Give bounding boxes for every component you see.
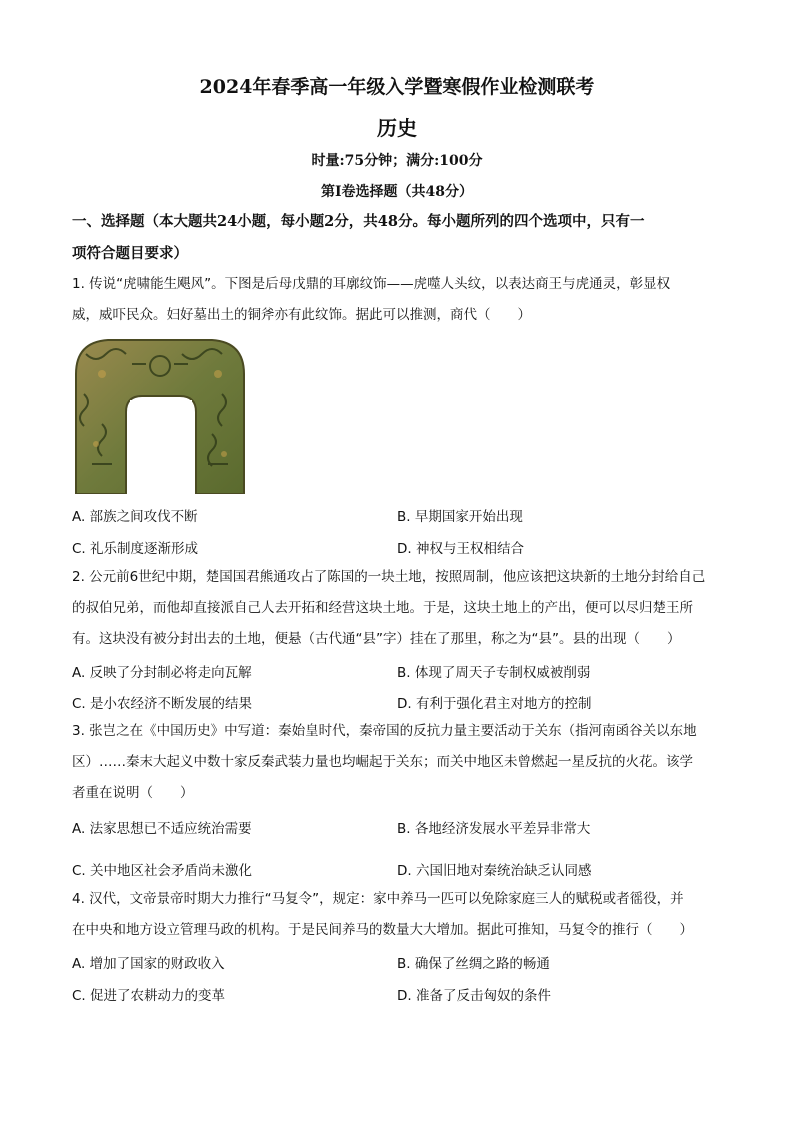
option-b[interactable]: B. 体现了周天子专制权威被削弱 [397, 665, 591, 681]
section-heading-line1: 一、选择题（本大题共24小题，每小题2分，共48分。每小题所列的四个选项中，只有一 [72, 213, 645, 230]
option-a[interactable]: A. 法家思想已不适应统治需要 [72, 821, 252, 837]
question-text-line: 的叔伯兄弟，而他却直接派自己人去开拓和经营这块土地。于是，这块土地上的产出，便可以尽归楚王所 [72, 600, 693, 616]
question-1-stem [72, 269, 732, 331]
question-text-line: 者重在说明（ ） [72, 785, 194, 801]
option-d[interactable]: D. 有利于强化君主对地方的控制 [397, 696, 592, 712]
option-d[interactable]: D. 六国旧地对秦统治缺乏认同感 [397, 863, 592, 879]
bronze-artifact-image [72, 334, 248, 494]
option-a[interactable]: A. 部族之间攻伐不断 [72, 509, 198, 525]
option-b[interactable]: B. 早期国家开始出现 [397, 509, 523, 525]
time-score: 时量:75分钟；满分:100分 [311, 153, 483, 169]
subject-title: 历史 [377, 116, 417, 140]
option-d[interactable]: D. 神权与王权相结合 [397, 541, 524, 557]
question-text-line: 区）……秦末大起义中数十家反秦武装力量也均崛起于关东；而关中地区未曾燃起一星反抗的火花。该学 [72, 754, 693, 770]
option-b[interactable]: B. 各地经济发展水平差异非常大 [397, 821, 591, 837]
question-text-line: 3. 张岂之在《中国历史》中写道：秦始皇时代，秦帝国的反抗力量主要活动于关东（指河南函谷关以东地 [72, 723, 697, 739]
question-text-line: 威，威吓民众。妇好墓出土的铜斧亦有此纹饰。据此可以推测，商代（ ） [72, 307, 531, 323]
option-d[interactable]: D. 准备了反击匈奴的条件 [397, 988, 551, 1004]
question-3-stem [72, 716, 732, 809]
volume-title: 第Ⅰ卷选择题（共48分） [320, 184, 474, 200]
option-c[interactable]: C. 礼乐制度逐渐形成 [72, 541, 199, 557]
exam-title: 2024年春季高一年级入学暨寒假作业检测联考 [199, 76, 595, 98]
option-a[interactable]: A. 反映了分封制必将走向瓦解 [72, 665, 252, 681]
option-c[interactable]: C. 是小农经济不断发展的结果 [72, 696, 253, 712]
question-text-line: 有。这块没有被分封出去的土地，便悬（古代通“县”字）挂在了那里，称之为“县”。县的出现（ ） [72, 631, 681, 647]
question-2-stem [72, 562, 732, 655]
question-text-line: 4. 汉代，文帝景帝时期大力推行“马复令”，规定：家中养马一匹可以免除家庭三人的赋税或者徭役，并 [72, 891, 684, 907]
question-text-line: 在中央和地方设立管理马政的机构。于是民间养马的数量大大增加。据此可推知，马复令的推行（ ） [72, 922, 693, 938]
section-heading-line2: 项符合题目要求） [72, 245, 188, 262]
option-b[interactable]: B. 确保了丝绸之路的畅通 [397, 956, 550, 972]
question-4-stem [72, 884, 732, 946]
option-c[interactable]: C. 促进了农耕动力的变革 [72, 988, 226, 1004]
option-a[interactable]: A. 增加了国家的财政收入 [72, 956, 225, 972]
question-text-line: 1. 传说“虎啸能生飓风”。下图是后母戊鼎的耳廓纹饰——虎噬人头纹，以表达商王与虎通灵，彰显权 [72, 276, 671, 292]
question-text-line: 2. 公元前6世纪中期，楚国国君熊通攻占了陈国的一块土地，按照周制，他应该把这块新的土地分封给自己 [72, 569, 706, 585]
option-c[interactable]: C. 关中地区社会矛盾尚未激化 [72, 863, 253, 879]
